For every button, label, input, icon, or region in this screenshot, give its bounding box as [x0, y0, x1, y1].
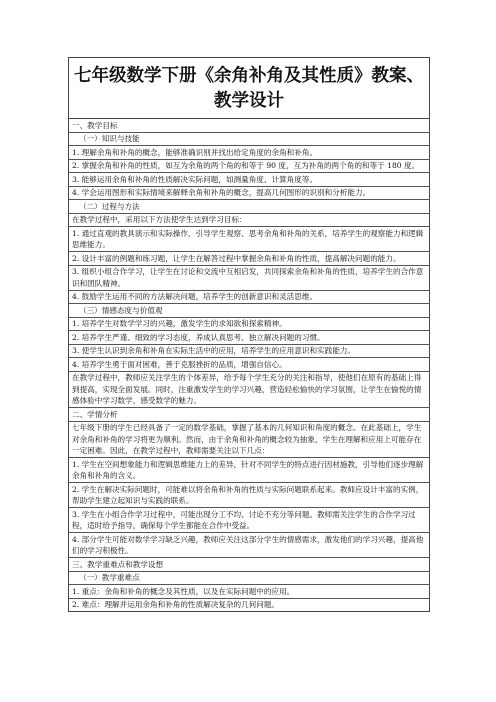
document-page [68, 57, 430, 612]
paragraph: 1. 培养学生对数学学习的兴趣，激发学生的求知欲和探索精神。 [69, 318, 429, 332]
subsection-heading: （一）教学重难点 [69, 572, 429, 586]
paragraph: 3. 使学生认识到余角和补角在实际生活中的应用，培养学生的应用意识和实践能力。 [69, 345, 429, 359]
subsection-heading: （三）情感态度与价值观 [69, 304, 429, 318]
paragraph: 2. 培养学生严谨、细致的学习态度，养成认真思考、独立解决问题的习惯。 [69, 331, 429, 345]
subsection-heading: （二）过程与方法 [69, 200, 429, 214]
paragraph: 4. 部分学生可能对数学学习缺乏兴趣，教师应关注这部分学生的情感需求，激发他们的学习兴趣，提高他们的学习积极性。 [69, 533, 429, 558]
paragraph: 4. 鼓励学生运用不同的方法解决问题，培养学生的创新意识和灵活思维。 [69, 291, 429, 305]
paragraph: 2. 设计丰富的例题和练习题，让学生在解答过程中掌握余角和补角的性质，提高解决问题的能力。 [69, 252, 429, 266]
paragraph: 1. 理解余角和补角的概念，能够准确识别并找出给定角度的余角和补角。 [69, 146, 429, 160]
document-title [69, 58, 429, 119]
paragraph: 2. 难点：理解并运用余角和补角的性质解决复杂的几何问题。 [72, 600, 280, 609]
section-heading: 二、学情分析 [69, 408, 429, 422]
paragraph: 4. 学会运用图形和实际情境来解释余角和补角的概念，提高几何图形的识别和分析能力。 [69, 187, 429, 201]
paragraph: 3. 组织小组合作学习，让学生在讨论和交流中互相启发，共同探索余角和补角的性质，培养学生的合作意识和团队精神。 [69, 266, 429, 291]
paragraph: 1. 重点：余角和补角的概念及其性质，以及在实际问题中的应用。 [69, 585, 429, 599]
paragraph: 2. 掌握余角和补角的性质，如互为余角的两个角的和等于 90 度，互为补角的两个角的和等于 180 度。 [69, 160, 429, 174]
paragraph: 在教学过程中，采用以下方法使学生达到学习目标： [69, 214, 429, 228]
paragraph: 1. 学生在空间想象能力和逻辑思维能力上的差异，针对不同学生的特点进行因材施教，引导他们逐步理解余角和补角的含义。 [69, 458, 429, 483]
paragraph: 3. 学生在小组合作学习过程中，可能出现分工不均、讨论不充分等问题。教师需关注学生的合作学习过程，适时给予指导，确保每个学生都能在合作中受益。 [69, 508, 429, 533]
title-line-2: 教学设计 [214, 91, 284, 111]
subsection-heading: （一）知识与技能 [69, 133, 429, 147]
section-heading: 一、教学目标 [69, 119, 429, 133]
paragraph: 4. 培养学生勇于面对困难，善于克服挫折的品质，增强自信心。 [69, 358, 429, 372]
section-heading: 三、教学重难点和教学设想 [69, 558, 429, 572]
title-line-1: 七年级数学下册《余角补角及其性质》教案、 [74, 66, 424, 86]
paragraph: 2. 学生在解决实际问题时，可能难以将余角和补角的性质与实际问题联系起来。教师应设计丰富的实例，帮助学生建立起知识与实践的联系。 [69, 483, 429, 508]
paragraph: 七年级下册的学生已经具备了一定的数学基础，掌握了基本的几何知识和角度的概念。在此基础上，学生对余角和补角的学习将更为顺利。然而，由于余角和补角的概念较为抽象，学生在理解和应用上可能存在一定困难。因此，在教学过程中，教师需要关注以下几点： [69, 422, 429, 459]
paragraph: 在教学过程中，教师应关注学生的个体差异，给予每个学生充分的关注和指导，使他们在原有的基础上得到提高，实现全面发展。同时，注重激发学生的学习兴趣，营造轻松愉快的学习氛围，让学生在愉悦的情感体验中学习数学，感受数学的魅力。 [69, 372, 429, 409]
paragraph: 1. 通过直观的教具演示和实际操作，引导学生观察、思考余角和补角的关系，培养学生的观察能力和逻辑思维能力。 [69, 227, 429, 252]
paragraph: 3. 能够运用余角和补角的性质解决实际问题，如测量角度、计算角度等。 [69, 173, 429, 187]
